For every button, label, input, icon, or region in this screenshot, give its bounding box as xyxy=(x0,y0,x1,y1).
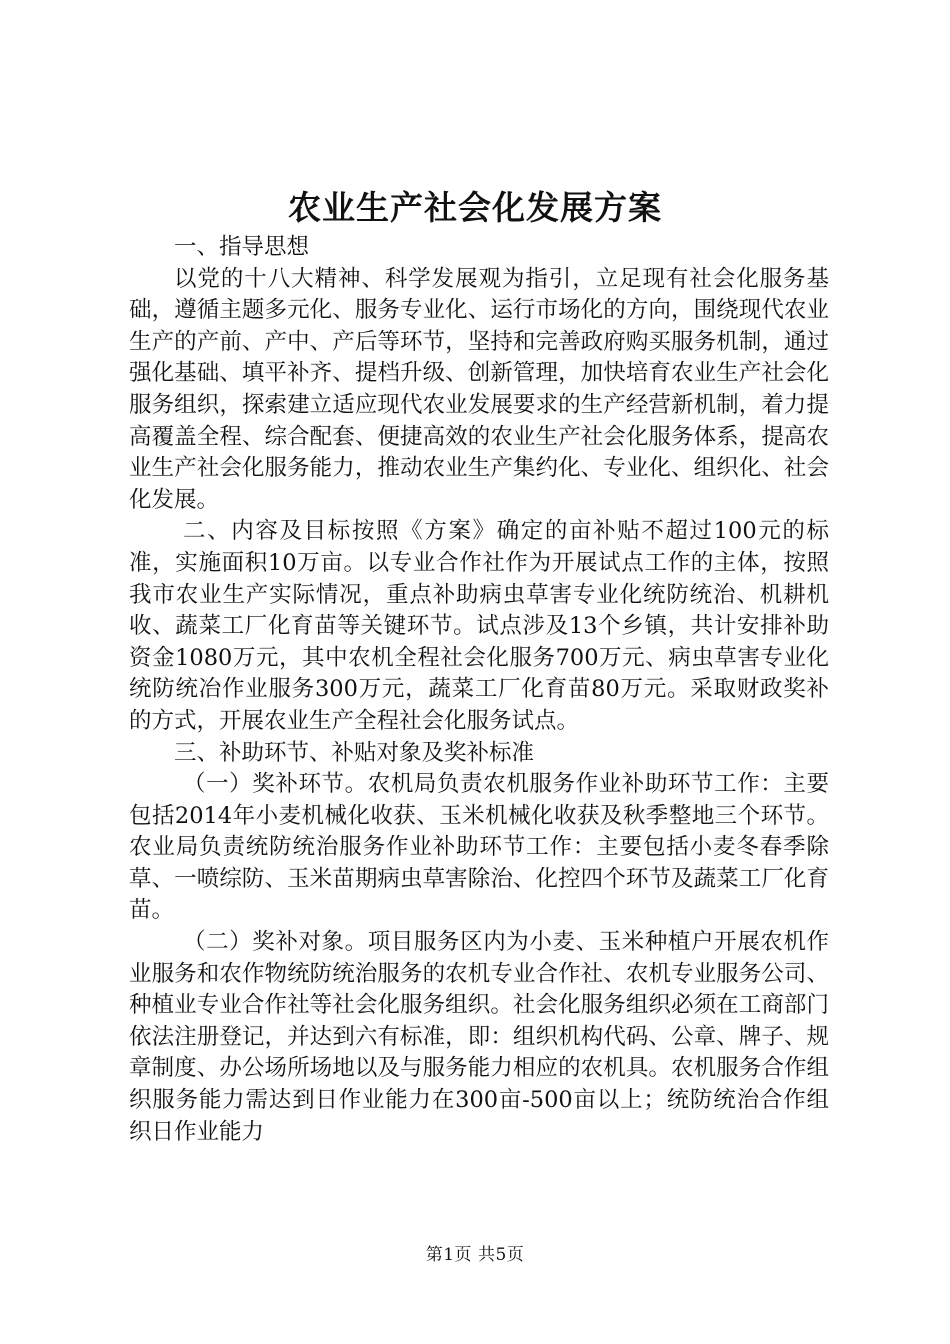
paragraph-guiding-thought: 以党的十八大精神、科学发展观为指引，立足现有社会化服务基础，遵循主题多元化、服务专业化、运行市场化的方向，围绕现代农业生产的产前、产中、产后等环节，坚持和完善政府购买服务机制，通过强化基础、填平补齐、提档升级、创新管理，加快培育农业生产社会化服务组织，探索建立适应现代农业发展要求的生产经营新机制，着力提高覆盖全程、综合配套、便捷高效的农业生产社会化服务体系，提高农业生产社会化服务能力，推动农业生产集约化、专业化、组织化、社会化发展。 xyxy=(129,265,829,513)
page-footer: 第1页 共5页 xyxy=(425,1245,525,1265)
section-heading-1: 一、指导思想 xyxy=(174,234,310,260)
paragraph-subsidy-links: （一）奖补环节。农机局负责农机服务作业补助环节工作：主要包括2014年小麦机械化收获、玉米机械化收获及秋季整地三个环节。农业局负责统防统治服务作业补助环节工作：主要包括小麦冬春季除草、一喷综防、玉米苗期病虫草害除治、化控四个环节及蔬菜工厂化育苗。 xyxy=(129,771,829,924)
paragraph-subsidy-targets: （二）奖补对象。项目服务区内为小麦、玉米种植户开展农机作业服务和农作物统防统治服务的农机专业合作社、农机专业服务公司、种植业专业合作社等社会化服务组织。社会化服务组织必须在工商部门依法注册登记，并达到六有标准，即：组织机构代码、公章、牌子、规章制度、办公场所场地以及与服务能力相应的农机具。农机服务合作组织服务能力需达到日作业能力在300亩-500亩以上；统防统治合作组织日作业能力 xyxy=(129,929,829,1145)
document-body xyxy=(129,232,829,1148)
document-title: 农业生产社会化发展方案 xyxy=(288,188,662,227)
section-heading-3: 三、补助环节、补贴对象及奖补标准 xyxy=(174,739,535,766)
paragraph-content-goals: 二、内容及目标按照《方案》确定的亩补贴不超过100元的标准，实施面积10万亩。以专业合作社作为开展试点工作的主体，按照我市农业生产实际情况，重点补助病虫草害专业化统防统治、机耕机收、蔬菜工厂化育苗等关键环节。试点涉及13个乡镇，共计安排补助资金1080万元，其中农机全程社会化服务700万元、病虫草害专业化统防统冶作业服务300万元，蔬菜工厂化育苗80万元。采取财政奖补的方式，开展农业生产全程社会化服务试点。 xyxy=(129,518,829,734)
